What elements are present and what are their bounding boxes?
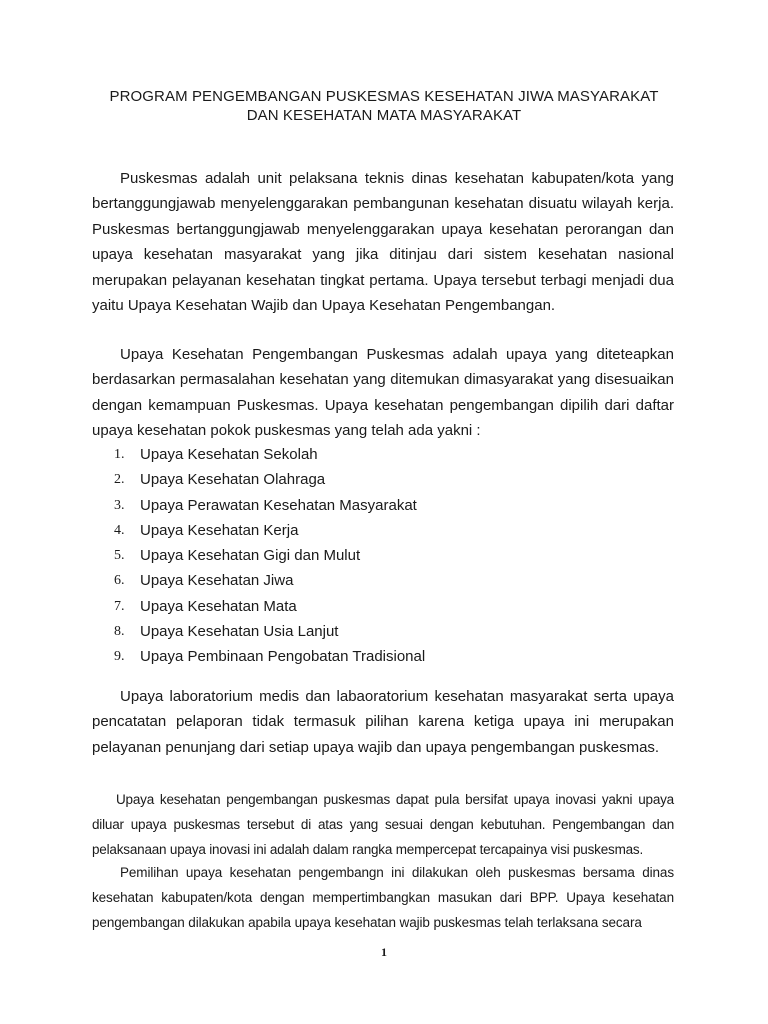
list-text: Upaya Kesehatan Jiwa	[140, 572, 294, 590]
list-item	[92, 467, 674, 492]
list-text: Upaya Kesehatan Olahraga	[140, 471, 326, 489]
list-item	[92, 644, 674, 669]
list-number: 2.	[114, 472, 125, 488]
list-item	[92, 442, 674, 467]
list-item	[92, 493, 674, 518]
list-item	[92, 619, 674, 644]
list-number: 7.	[114, 598, 125, 614]
list-text: Upaya Kesehatan Gigi dan Mulut	[140, 547, 361, 565]
paragraph-1: Puskesmas adalah unit pelaksana teknis dinas kesehatan kabupaten/kota yang bertanggungjawab menyelenggarakan pembangunan kesehatan disuatu wilayah kerja. Puskesmas bertanggungjawab menyelenggarakan upaya kesehatan perorangan dan upaya kesehatan masyarakat yang jika ditinjau dari sistem kesehatan nasional merupakan pelayanan kesehatan tingkat pertama. Upaya tersebut terbagi menjadi dua yaitu Upaya Kesehatan Wajib dan Upaya Kesehatan Pengembangan.	[92, 170, 674, 315]
list-item	[92, 543, 674, 568]
paragraph-5: Pemilihan upaya kesehatan pengembangn ini dilakukan oleh puskesmas bersama dinas kesehatan kabupaten/kota dengan mempertimbangkan masukan dari BPP. Upaya kesehatan pengembangan dilakukan apabila upaya kesehatan wajib puskesmas telah terlaksana secara	[92, 865, 674, 930]
list-number: 9.	[114, 649, 125, 665]
list-item	[92, 568, 674, 593]
list-number: 3.	[114, 497, 125, 513]
list-text: Upaya Perawatan Kesehatan Masyarakat	[140, 496, 417, 514]
list-number: 4.	[114, 522, 125, 538]
list-number: 8.	[114, 624, 125, 640]
list-text: Upaya Kesehatan Mata	[140, 597, 297, 615]
list-text: Upaya Kesehatan Sekolah	[140, 446, 318, 463]
paragraph-3: Upaya laboratorium medis dan labaoratorium kesehatan masyarakat serta upaya pencatatan pelaporan tidak termasuk pilihan karena ketiga upaya ini merupakan pelayanan penunjang dari setiap upaya wajib dan upaya pengembangan puskesmas.	[92, 688, 674, 756]
list-number: 5.	[114, 548, 125, 564]
title-line-2: DAN KESEHATAN MATA MASYARAKAT	[246, 107, 522, 124]
title-line-1: PROGRAM PENGEMBANGAN PUSKESMAS KESEHATAN JIWA MASYARAKAT	[109, 88, 659, 105]
list-text: Upaya Kesehatan Kerja	[140, 521, 299, 539]
paragraph-2: Upaya Kesehatan Pengembangan Puskesmas adalah upaya yang diteteapkan berdasarkan permasalahan kesehatan yang ditemukan dimasyarakat yang disesuaikan dengan kemampuan Puskesmas. Upaya kesehatan pengembangan dipilih dari daftar upaya kesehatan pokok puskesmas yang telah ada yakni :	[92, 346, 674, 440]
paragraph-4: Upaya kesehatan pengembangan puskesmas dapat pula bersifat upaya inovasi yakni upaya diluar upaya puskesmas tersebut di atas yang sesuai dengan kebutuhan. Pengembangan dan pelaksanaan upaya inovasi ini adalah dalam rangka mempercepat tercapainya visi puskesmas.	[92, 792, 674, 857]
list-text: Upaya Pembinaan Pengobatan Tradisional	[140, 648, 426, 666]
list-number: 1.	[114, 447, 125, 462]
list-text: Upaya Kesehatan Usia Lanjut	[140, 623, 339, 641]
document-title	[60, 87, 708, 125]
list-item	[92, 518, 674, 543]
list-number: 6.	[114, 573, 125, 589]
upaya-list	[92, 442, 674, 670]
list-item	[92, 594, 674, 619]
page-number: 1	[381, 945, 387, 959]
